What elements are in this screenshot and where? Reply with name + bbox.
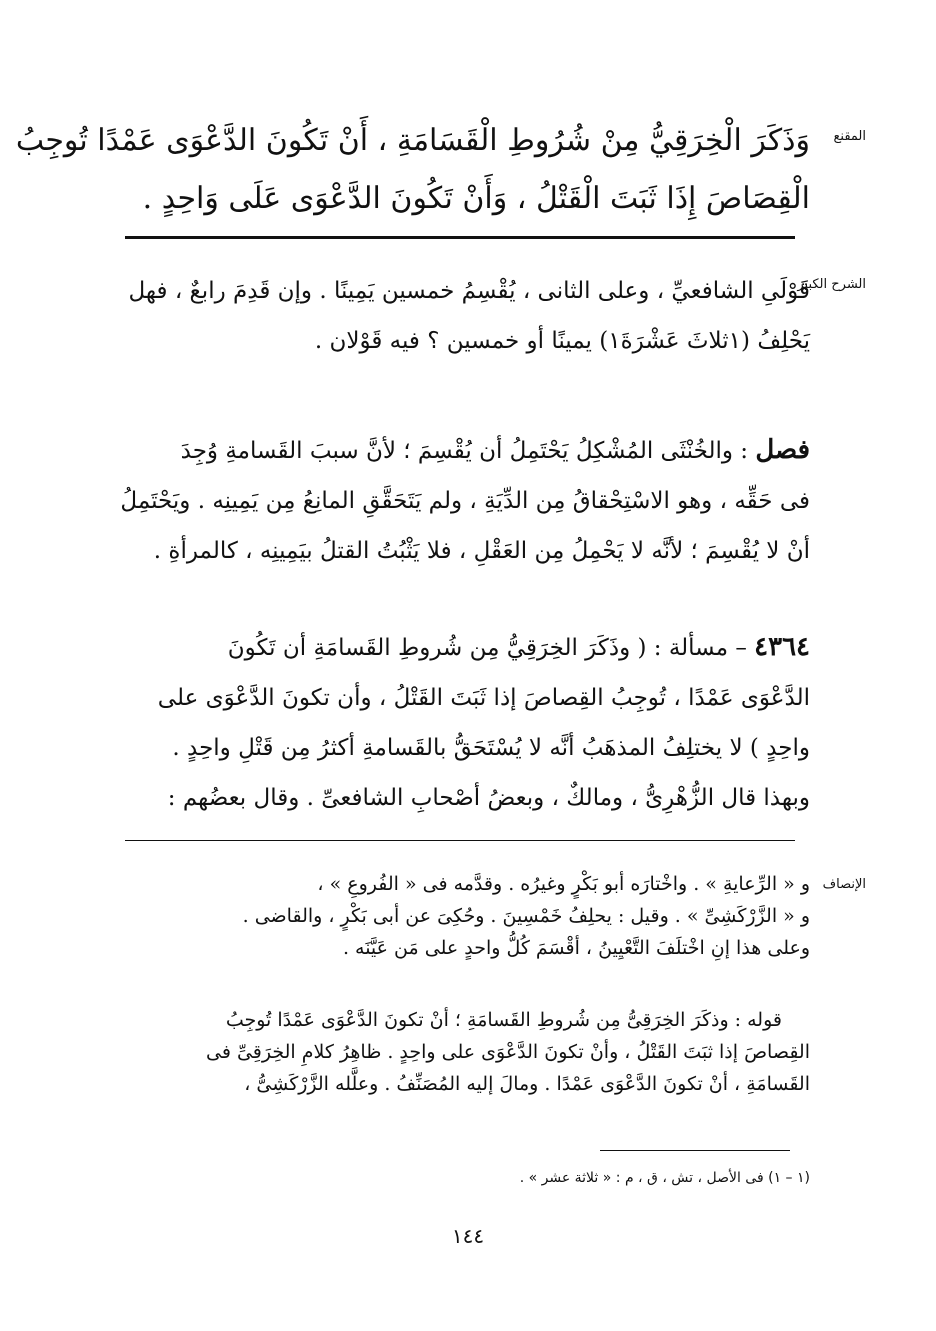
sharh-line (120, 425, 810, 476)
insaf-para-2 (120, 1004, 810, 1100)
insaf-line: وعلى هذا إنِ اخْتلَفَ التَّعْيِينُ ، أقْسَمَ كُلُّ واحدٍ على مَن عَيَّنَه . (342, 937, 810, 959)
insaf-line: و « الزَّرْكَشِىِّ » . وقيل : يحلِفُ خَمْسِينَ . وحُكِىَ عن أبى بَكْرٍ ، والقاضى . (242, 905, 810, 927)
footnote: (١ – ١) فى الأصل ، تش ، ق ، م : « ثلاثة عشر » . (519, 1170, 810, 1186)
insaf-line: القَسامَةِ ، أنْ تكونَ الدَّعْوَى عَمْدًا . ومالَ إليه المُصَنِّفُ . وعلَّله الزَّرْكَشِىُّ ، (244, 1073, 810, 1095)
sharh-line: قَوْلَىِ الشافعيِّ ، وعلى الثانى ، يُقْسِمُ خمسين يَمِينًا . وإن قَدِمَ رابعٌ ، فهل (128, 278, 810, 304)
insaf-line: قوله : وذكَرَ الخِرَقِىُّ مِن شُروطِ القَسامَةِ ؛ أنْ تكونَ الدَّعْوَى عَمْدًا تُوجِبُ (225, 1009, 782, 1031)
sharh-para-1 (120, 266, 810, 366)
divider-sharh (125, 840, 795, 841)
insaf-line: و « الرِّعايةِ » . واخْتارَه أبو بَكْرٍ وغيرُه . وقدَّمه فى « الفُروعِ » ، (317, 873, 810, 895)
insaf-para-1 (120, 868, 810, 964)
footnote-rule (600, 1150, 790, 1151)
sharh-line: وبهذا قال الزُّهْرِىُّ ، ومالكٌ ، وبعضُ أصْحابِ الشافعىِّ . وقال بعضُهم : (167, 785, 810, 811)
sharh-line: فى حَقِّه ، وهو الاسْتِحْقاقُ مِن الدِّيَةِ ، ولم يَتَحَقَّقِ المانِعُ مِن يَمِينِه . ويَحْتَمِلُ (120, 488, 810, 514)
sharh-fasl (120, 425, 810, 576)
muqni-line: الْقِصَاصَ إِذَا ثَبَتَ الْقَتْلُ ، وَأَنْ تَكُونَ الدَّعْوَى عَلَى وَاحِدٍ . (142, 181, 810, 216)
muqni-text (15, 112, 810, 228)
muqni-line: وَذَكَرَ الْخِرَقِيُّ مِنْ شُرُوطِ الْقَسَامَةِ ، أَنْ تَكُونَ الدَّعْوَى عَمْدًا تُوجِبُ (15, 123, 810, 158)
masala-text: – مسألة : ( وذَكَرَ الخِرَقِيُّ مِن شُروطِ القَسامَةِ أن تَكُونَ (227, 635, 747, 661)
divider-muqni (125, 236, 795, 239)
sharh-line: يَحْلِفُ (١ثلاثَ عَشْرَةَ١) يمينًا أو خمسين ؟ فيه قَوْلان . (314, 328, 810, 354)
sharh-line: واحِدٍ ) لا يختلِفُ المذهَبُ أنَّه لا يُسْتَحَقُّ بالقَسامةِ أكثرُ مِن قَتْلِ واحِدٍ . (172, 735, 810, 761)
section-label-muqni: المقنع (833, 129, 866, 144)
sharh-line: الدَّعْوَى عَمْدًا ، تُوجِبُ القِصاصَ إذا ثَبَتَ القَتْلُ ، وأن تكونَ الدَّعْوَى على (157, 685, 810, 711)
sharh-line: أنْ لا يُقْسِمَ ؛ لأنَّه لا يَحْمِلُ مِن العَقْلِ ، فلا يَثْبُتُ القتلُ بيَمِينِه ، كالمرأةِ . (153, 538, 810, 564)
sharh-masala (120, 622, 810, 823)
masala-number: ٤٣٦٤ (754, 632, 810, 662)
sharh-line (120, 622, 810, 673)
fasl-heading: فصل (755, 435, 810, 465)
section-label-insaf: الإنصاف (822, 877, 866, 892)
section-label-sharh: الشرح الكبير (797, 277, 866, 292)
insaf-line: القِصاصَ إذا ثبَتَ القَتْلُ ، وأنْ تكونَ الدَّعْوَى على واحِدٍ . ظاهِرُ كلامِ الخِرَقِىِّ فى (205, 1041, 810, 1063)
fasl-text: : والخُنْثَى المُشْكِلُ يَحْتَمِلُ أن يُقْسِمَ ؛ لأنَّ سببَ القَسامةِ وُجِدَ (180, 438, 749, 464)
page-number: ١٤٤ (451, 1224, 485, 1248)
